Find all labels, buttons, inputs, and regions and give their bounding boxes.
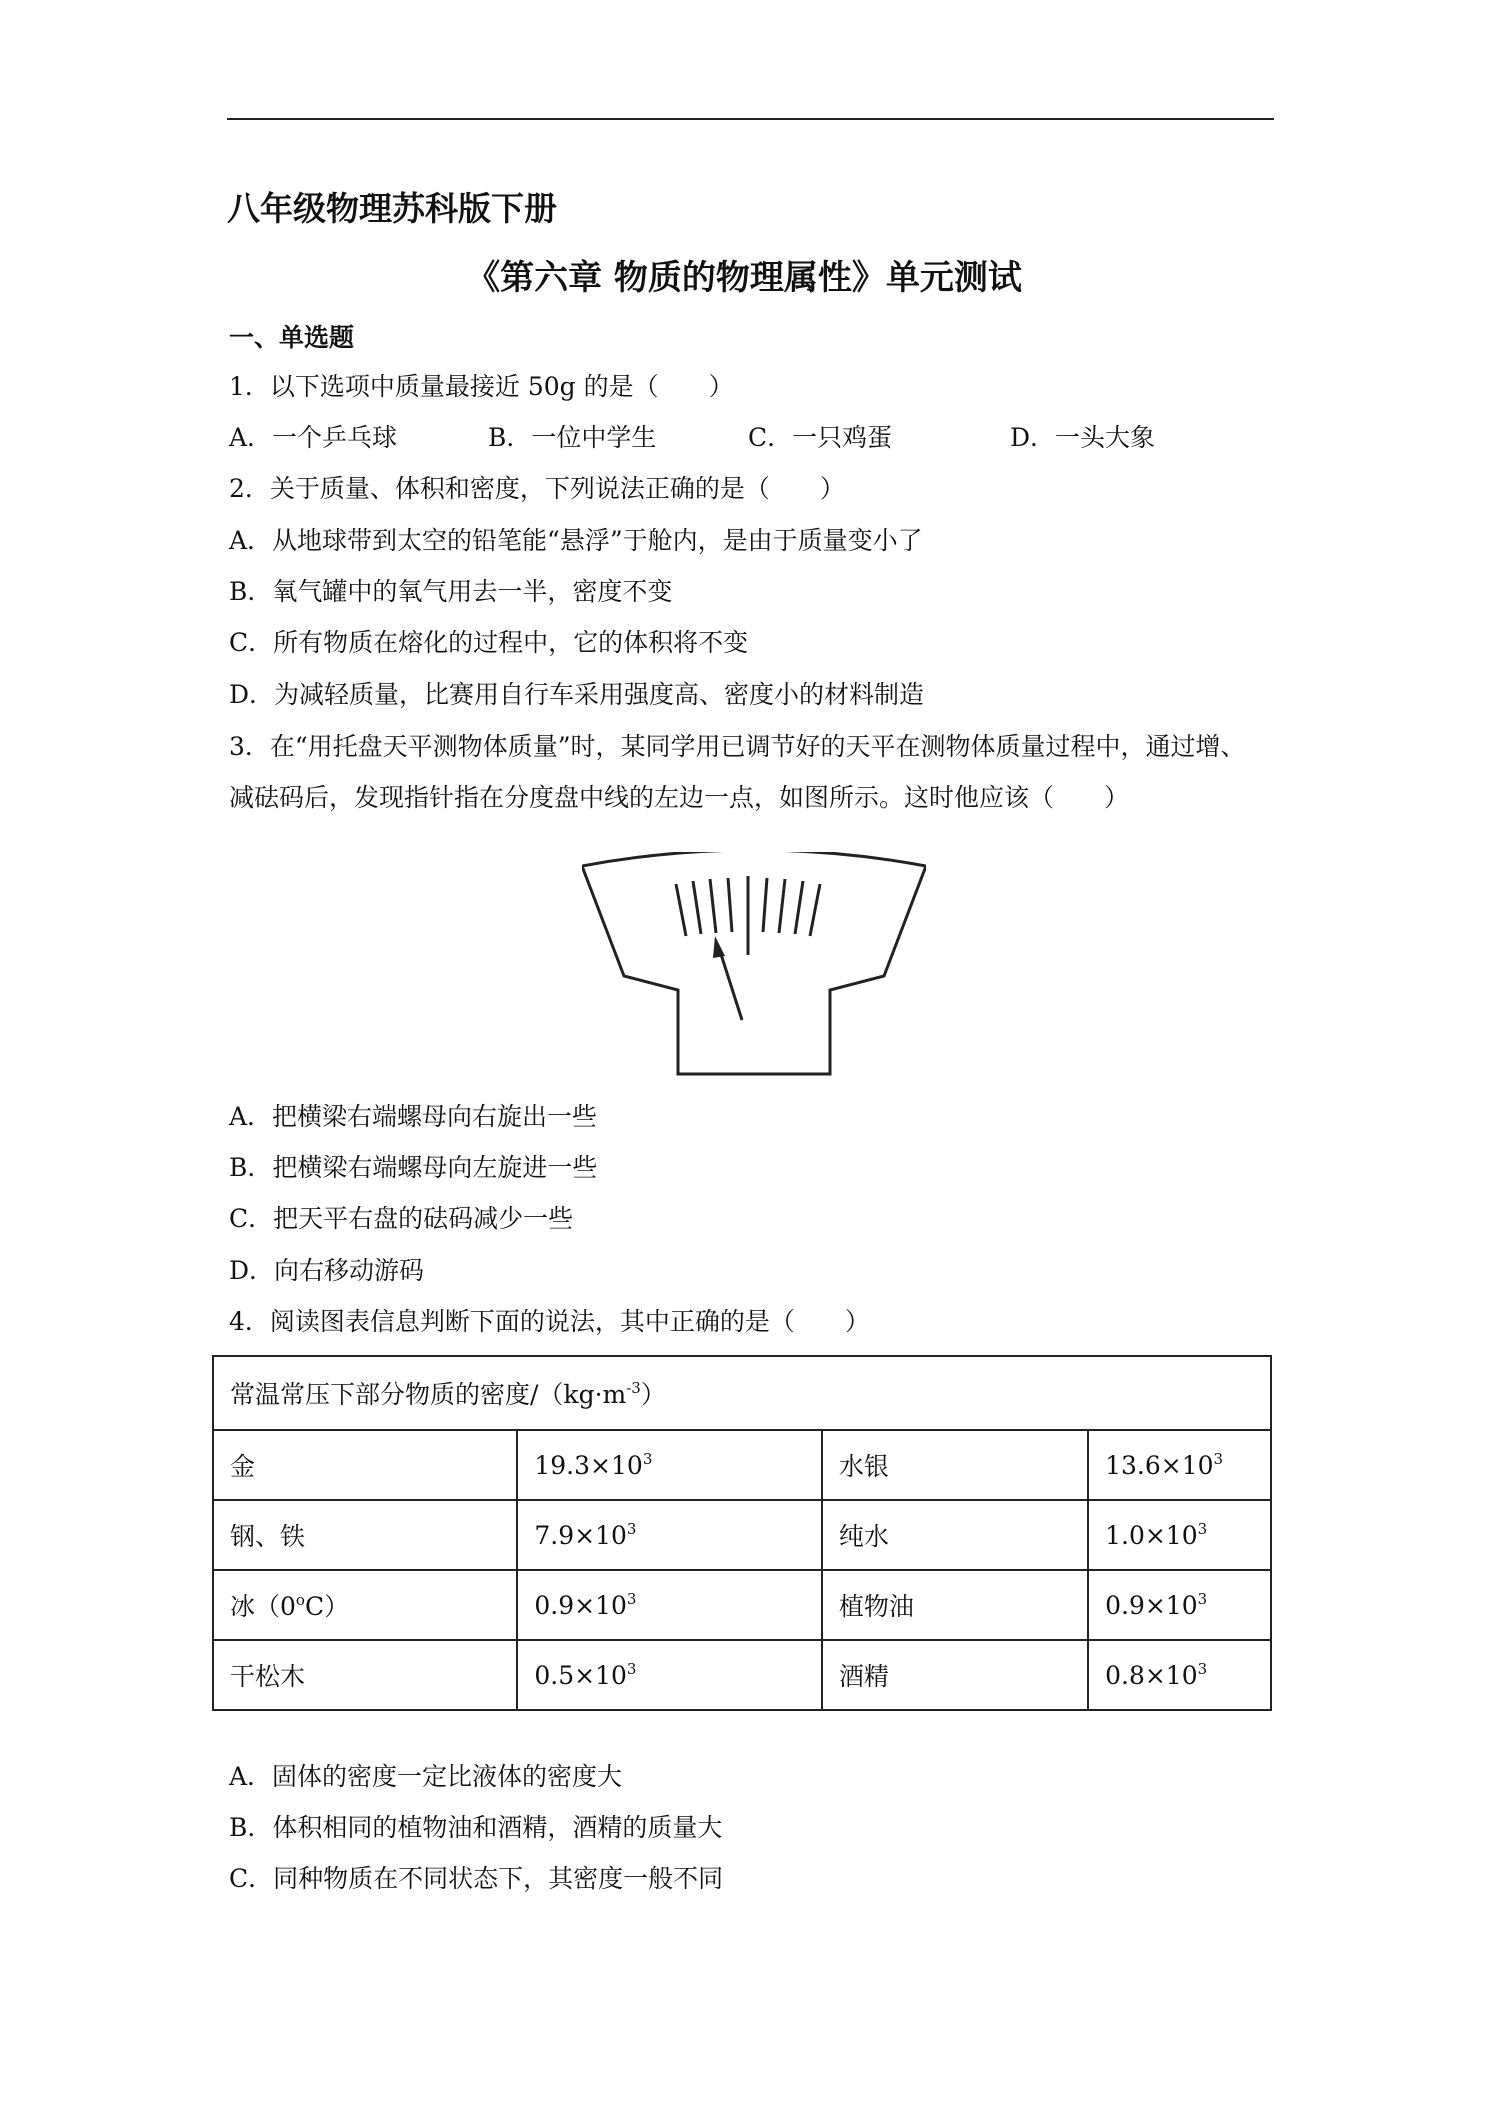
- section-heading: 一、单选题: [229, 323, 355, 352]
- question-4-stem: 4．阅读图表信息判断下面的说法，其中正确的是（ ）: [229, 1307, 870, 1336]
- q2-option-d: D．为减轻质量，比赛用自行车采用强度高、密度小的材料制造: [229, 680, 925, 709]
- question-3-stem-line2: 减砝码后，发现指针指在分度盘中线的左边一点，如图所示。这时他应该（ ）: [229, 783, 1130, 812]
- substance-cell: 纯水: [822, 1500, 1088, 1570]
- q4-option-c: C．同种物质在不同状态下，其密度一般不同: [229, 1864, 724, 1893]
- q4-option-a: A．固体的密度一定比液体的密度大: [229, 1762, 623, 1791]
- question-2-stem: 2．关于质量、体积和密度，下列说法正确的是（ ）: [229, 474, 845, 503]
- q1-option-a: A．一个乒乓球: [229, 423, 398, 452]
- density-cell: $0.9\times 10^3$: [517, 1570, 821, 1640]
- balance-scale-dial-figure: [582, 852, 926, 1084]
- substance-cell: 干松木: [213, 1640, 517, 1710]
- table-row: [213, 1430, 1271, 1500]
- density-cell: $19.3\times 10^3$: [517, 1430, 821, 1500]
- density-cell: $7.9\times 10^3$: [517, 1500, 821, 1570]
- q1-option-c: C．一只鸡蛋: [748, 423, 893, 452]
- substance-cell: 钢、铁: [213, 1500, 517, 1570]
- table-row: [213, 1570, 1271, 1640]
- substance-cell: 酒精: [822, 1640, 1088, 1710]
- q1-option-b: B．一位中学生: [488, 423, 657, 452]
- q3-option-a: A．把横梁右端螺母向右旋出一些: [229, 1102, 598, 1131]
- density-cell: $1.0\times 10^3$: [1088, 1500, 1271, 1570]
- density-table: [212, 1355, 1272, 1711]
- substance-cell: 植物油: [822, 1570, 1088, 1640]
- page-title: 《第六章 物质的物理属性》单元测试: [466, 258, 1022, 298]
- substance-cell: 金: [213, 1430, 517, 1500]
- header-rule: [227, 118, 1274, 120]
- q3-option-d: D．向右移动游码: [229, 1256, 425, 1285]
- q3-option-c: C．把天平右盘的砝码减少一些: [229, 1204, 574, 1233]
- q3-option-b: B．把横梁右端螺母向左旋进一些: [229, 1153, 598, 1182]
- density-cell: $0.5\times 10^3$: [517, 1640, 821, 1710]
- density-cell: $0.9\times 10^3$: [1088, 1570, 1271, 1640]
- table-row: [213, 1640, 1271, 1710]
- density-cell: $13.6\times 10^3$: [1088, 1430, 1271, 1500]
- question-3-stem-line1: 3．在“用托盘天平测物体质量”时，某同学用已调节好的天平在测物体质量过程中，通过增、: [229, 732, 1246, 761]
- density-cell: $0.8\times 10^3$: [1088, 1640, 1271, 1710]
- q4-option-b: B．体积相同的植物油和酒精，酒精的质量大: [229, 1813, 723, 1842]
- question-1-stem: 1．以下选项中质量最接近 50g 的是（ ）: [229, 372, 734, 401]
- table-caption-row: [213, 1356, 1271, 1430]
- q2-option-a: A．从地球带到太空的铅笔能“悬浮”于舱内，是由于质量变小了: [229, 526, 923, 555]
- table-row: [213, 1500, 1271, 1570]
- substance-cell: 冰（0$^o$C）: [213, 1570, 517, 1640]
- substance-cell: 水银: [822, 1430, 1088, 1500]
- q2-option-c: C．所有物质在熔化的过程中，它的体积将不变: [229, 628, 749, 657]
- q1-option-d: D．一头大象: [1010, 423, 1156, 452]
- table-caption: 常温常压下部分物质的密度$/(kg\cdot m^{-3})$: [213, 1356, 1271, 1430]
- q2-option-b: B．氧气罐中的氧气用去一半，密度不变: [229, 577, 673, 606]
- grade-heading: 八年级物理苏科版下册: [227, 189, 557, 228]
